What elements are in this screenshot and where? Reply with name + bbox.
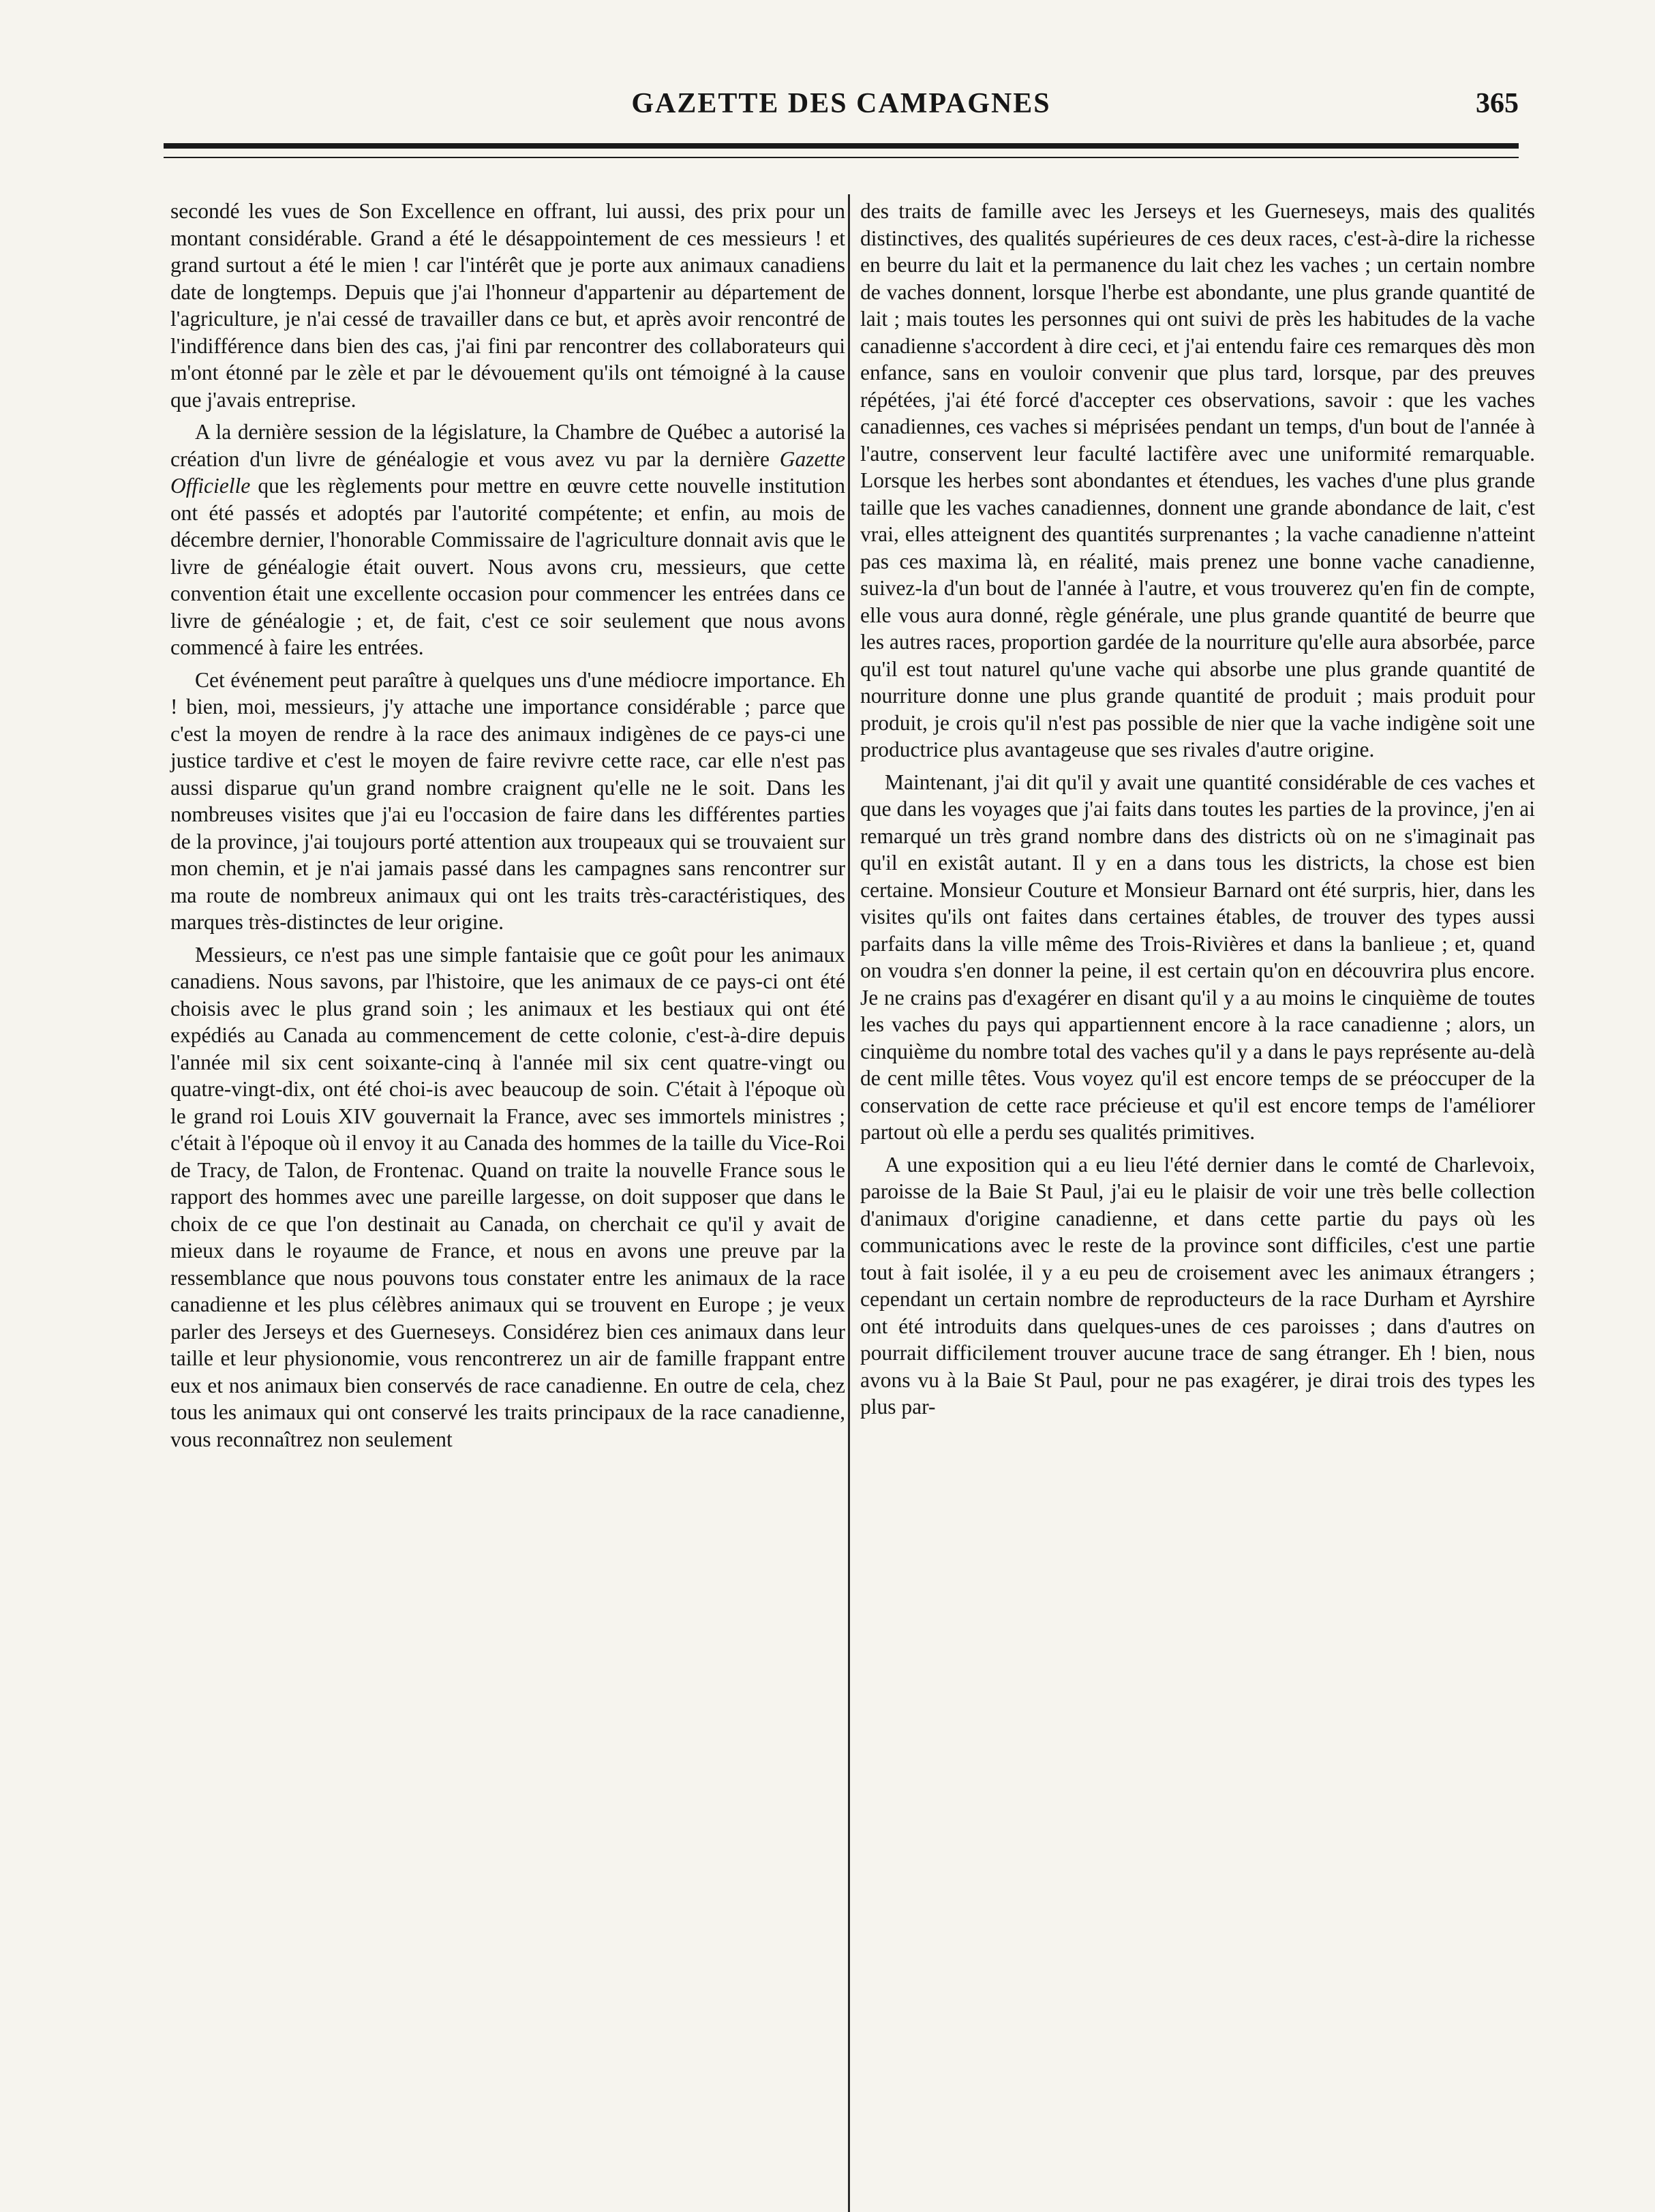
running-title: GAZETTE DES CAMPAGNES: [631, 88, 1051, 119]
left-paragraph-2-text-b: que les règlements pour mettre en œuvre cette nouvelle institution ont été passés et adoptés par l'autorité compétente; et enfin, au mois de décembre dernier, l'honorable Commissaire de l'agriculture donnait avis que le livre de généalogie était ouvert. Nous avons cru, messieurs, que cette convention était une excellente occasion pour commencer les entrées dans ce livre de généalogie ; et, de fait, c'est ce soir seulement que nous avons commencé à faire les entrées.: [170, 474, 845, 659]
column-divider: [848, 194, 850, 2212]
left-paragraph-1: secondé les vues de Son Excellence en offrant, lui aussi, des prix pour un montant considérable. Grand a été le désappointement de ces messieurs ! et grand surtout a été le mien ! car l'intérêt que je porte aux animaux canadiens date de longtemps. Depuis que j'ai l'honneur d'appartenir au département de l'agriculture, je n'ai cessé de travailler dans ce but, et après avoir rencontré de l'indifférence dans bien des cas, j'ai fini par rencontrer des collaborateurs qui m'ont étonné par le zèle et par le dévouement qu'ils ont témoigné à la cause que j'avais entreprise.: [170, 199, 845, 412]
right-paragraph-1: des traits de famille avec les Jerseys et les Guerneseys, mais des qualités distinctives, des qualités supérieures de ces deux races, c'est-à-dire la richesse en beurre du lait et la permanence du lait chez les vaches ; un certain nombre de vaches donnent, lorsque l'herbe est abondante, une plus grande quantité de lait ; mais toutes les personnes qui ont suivi de près les habitudes de la vache canadienne s'accordent à dire ceci, et j'ai entendu faire ces remarques dès mon enfance, sans en vouloir convenir que plus tard, lorsque, par des preuves répétées, j'ai été forcé d'accepter ces observations, savoir : que les vaches canadiennes, ces vaches si méprisées pendant un temps, d'un bout de l'année à l'autre, conservent leur faculté lactifère avec une uniformité remarquable. Lorsque les herbes sont abondantes et étendues, les vaches d'une plus grande taille que les vaches canadiennes, donnent une grande abondance de lait, c'est vrai, elles atteignent des quantités surprenantes ; la vache canadienne n'atteint pas ces maxima là, en réalité, mais prenez une bonne vache canadienne, suivez-la d'un bout de l'année à l'autre, et vous trouverez qu'en fin de compte, elle vous aura donné, règle générale, une plus grande quantité de beurre que les autres races, proportion gardée de la nourriture qu'elle aura absorbée, parce qu'il est tout naturel qu'une vache qui absorbe une plus grande quantité de nourriture donne une plus grande quantité de produit ; mais produit pour produit, je crois qu'il n'est pas possible de nier que la vache indigène soit une productrice plus avantageuse que ses rivales d'autre origine.: [860, 199, 1535, 761]
page-number: 365: [1476, 88, 1519, 119]
left-paragraph-4: Messieurs, ce n'est pas une simple fantaisie que ce goût pour les animaux canadiens. Nous savons, par l'histoire, que les animaux de ce pays-ci ont été choisis avec le plus grand soin ; les animaux et les bestiaux qui ont été expédiés au Canada au commencement de cette colonie, c'est-à-dire depuis l'année mil six cent soixante-cinq à l'année mil six cent quatre-vingt ou quatre-vingt-dix, ont été choi-is avec beaucoup de soin. C'était à l'époque où le grand roi Louis XIV gouvernait la France, avec ses immortels ministres ; c'était à l'époque où il envoy it au Canada des hommes de la taille du Vice-Roi de Tracy, de Talon, de Frontenac. Quand on traite la nouvelle France sous le rapport des hommes avec une pareille largesse, on doit supposer que dans le choix de ce que l'on destinait au Canada, on cherchait ce qu'il y avait de mieux dans le royaume de France, et nous en avons une preuve par la ressemblance que nous pouvons tous constater entre les animaux de la race canadienne et les plus célèbres animaux qui se trouvent en Europe ; je veux parler des Jerseys et des Guerneseys. Considérez bien ces animaux dans leur taille et leur physionomie, vous rencontrerez un air de famille frappant entre eux et nos animaux bien conservés de race canadienne. En outre de cela, chez tous les animaux qui ont conservé les traits principaux de la race canadienne, vous reconnaîtrez non seulement: [170, 942, 845, 1451]
left-paragraph-2: [170, 419, 845, 661]
right-column: [860, 198, 1535, 1421]
left-column: [170, 198, 845, 1453]
left-paragraph-2-text-a: A la dernière session de la législature, la Chambre de Québec a autorisé la création d'un livre de généalogie et vous avez vu par la dernière: [170, 420, 845, 471]
gazette-officielle-title: Gazette Officielle: [170, 446, 845, 498]
page-header: [164, 87, 1519, 135]
header-rule-thin: [164, 157, 1519, 158]
right-paragraph-3: A une exposition qui a eu lieu l'été dernier dans le comté de Charlevoix, paroisse de la Baie St Paul, j'ai eu le plaisir de voir une très belle collection d'animaux d'origine canadienne, et dans cette partie du pays où les communications avec le reste de la province sont difficiles, c'est une partie tout à fait isolée, il y a eu peu de croisement avec les animaux étrangers ; cependant un certain nombre de reproducteurs de la race Durham et Ayrshire ont été introduits dans quelques-unes de ces paroisses ; dans d'autres on pourrait difficilement trouver aucune trace de sang étranger. Eh ! bien, nous avons vu à la Baie St Paul, pour ne pas exagérer, je dirai trois des types les plus par-: [860, 1152, 1535, 1419]
left-paragraph-3: Cet événement peut paraître à quelques uns d'une médiocre importance. Eh ! bien, moi, messieurs, j'y attache une importance considérable ; parce que c'est la moyen de rendre à la race des animaux indigènes de ce pays-ci une justice tardive et c'est le moyen de faire revivre cette race, car elle n'est pas aussi disparue qu'un grand nombre craignent qu'elle ne le soit. Dans les nombreuses visites que j'ai eu l'occasion de faire dans les différentes parties de la province, j'ai toujours porté attention aux troupeaux qui se trouvaient sur mon chemin, et je n'ai jamais passé dans les campagnes sans rencontrer sur ma route de nombreux animaux qui ont les traits très-caractéristiques, des marques très-distinctes de leur origine.: [170, 667, 845, 934]
right-paragraph-2: Maintenant, j'ai dit qu'il y avait une quantité considérable de ces vaches et que dans les voyages que j'ai faits dans toutes les parties de la province, j'en ai remarqué un très grand nombre dans des districts où on ne s'imaginait pas qu'il en existât autant. Il y en a dans tous les districts, la chose est bien certaine. Monsieur Couture et Monsieur Barnard ont été surpris, hier, dans les visites qu'ils ont faites dans certaines étables, de trouver des types aussi parfaits dans la ville même des Trois-Rivières et dans la banlieue ; et, quand on voudra s'en donner la peine, il est certain qu'on en découvrira plus encore. Je ne crains pas d'exagérer en disant qu'il y a au moins le cinquième de toutes les vaches du pays qui appartiennent encore à la race canadienne ; alors, un cinquième du nombre total des vaches qu'il y a dans le pays représente au-delà de cent mille têtes. Vous voyez qu'il est encore temps de se préoccuper de la conservation de cette race précieuse et qu'il est encore temps de l'améliorer partout où elle a perdu ses qualités primitives.: [860, 770, 1535, 1144]
header-rule-thick: [164, 143, 1519, 149]
